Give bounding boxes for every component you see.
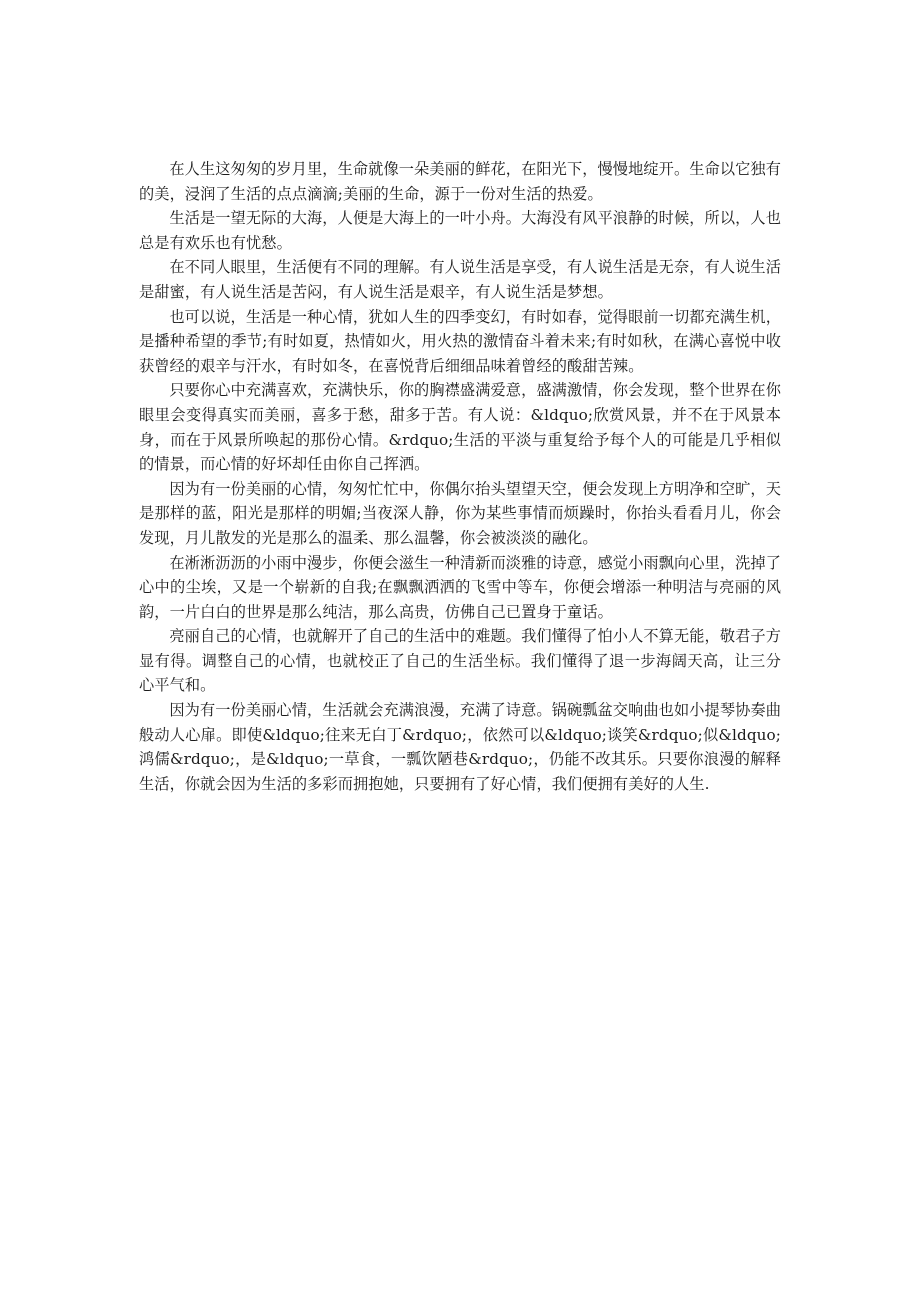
paragraph-9: 因为有一份美丽心情，生活就会充满浪漫，充满了诗意。锅碗瓢盆交响曲也如小提琴协奏曲般动人心扉。即使&ldquo;往来无白丁&rdquo;，依然可以&ldquo;谈笑&rdquo;似&ldquo;鸿儒&rdquo;，是&ldquo;一草食，一瓢饮陋巷&rdquo;，仍能不改其乐。只要你浪漫的解释生活，你就会因为生活的多彩而拥抱她，只要拥有了好心情，我们便拥有美好的人生. <box>139 701 781 793</box>
paragraph-4: 也可以说，生活是一种心情，犹如人生的四季变幻，有时如春，觉得眼前一切都充满生机，是播种希望的季节;有时如夏，热情如火，用火热的激情奋斗着未来;有时如秋，在满心喜悦中收获曾经的艰辛与汗水，有时如冬，在喜悦背后细细品味着曾经的酸甜苦辣。 <box>139 307 781 375</box>
paragraph-1: 在人生这匆匆的岁月里，生命就像一朵美丽的鲜花，在阳光下，慢慢地绽开。生命以它独有的美，浸润了生活的点点滴滴;美丽的生命，源于一份对生活的热爱。 <box>139 160 781 203</box>
paragraph-2: 生活是一望无际的大海，人便是大海上的一叶小舟。大海没有风平浪静的时候，所以，人也总是有欢乐也有忧愁。 <box>139 209 781 252</box>
paragraph-8: 亮丽自己的心情，也就解开了自己的生活中的难题。我们懂得了怕小人不算无能，敬君子方显有得。调整自己的心情，也就校正了自己的生活坐标。我们懂得了退一步海阔天高，让三分心平气和。 <box>139 627 781 695</box>
paragraph-3: 在不同人眼里，生活便有不同的理解。有人说生活是享受，有人说生活是无奈，有人说生活是甜蜜，有人说生活是苦闷，有人说生活是艰辛，有人说生活是梦想。 <box>139 258 781 301</box>
paragraph-7: 在淅淅沥沥的小雨中漫步，你便会滋生一种清新而淡雅的诗意，感觉小雨飘向心里，洗掉了心中的尘埃，又是一个崭新的自我;在飘飘洒洒的飞雪中等车，你便会增添一种明洁与亮丽的风韵，一片白白的世界是那么纯洁，那么高贵，仿佛自己已置身于童话。 <box>139 553 781 621</box>
paragraph-5: 只要你心中充满喜欢，充满快乐，你的胸襟盛满爱意，盛满激情，你会发现，整个世界在你眼里会变得真实而美丽，喜多于愁，甜多于苦。有人说：&ldquo;欣赏风景，并不在于风景本身，而在于风景所唤起的那份心情。&rdquo;生活的平淡与重复给予每个人的可能是几乎相似的情景，而心情的好坏却任由你自己挥洒。 <box>139 381 781 474</box>
paragraph-6: 因为有一份美丽的心情，匆匆忙忙中，你偶尔抬头望望天空，便会发现上方明净和空旷，天是那样的蓝，阳光是那样的明媚;当夜深人静，你为某些事情而烦躁时，你抬头看看月儿，你会发现，月儿散发的光是那么的温柔、那么温馨，你会被淡淡的融化。 <box>139 479 781 547</box>
article-body <box>139 157 781 796</box>
